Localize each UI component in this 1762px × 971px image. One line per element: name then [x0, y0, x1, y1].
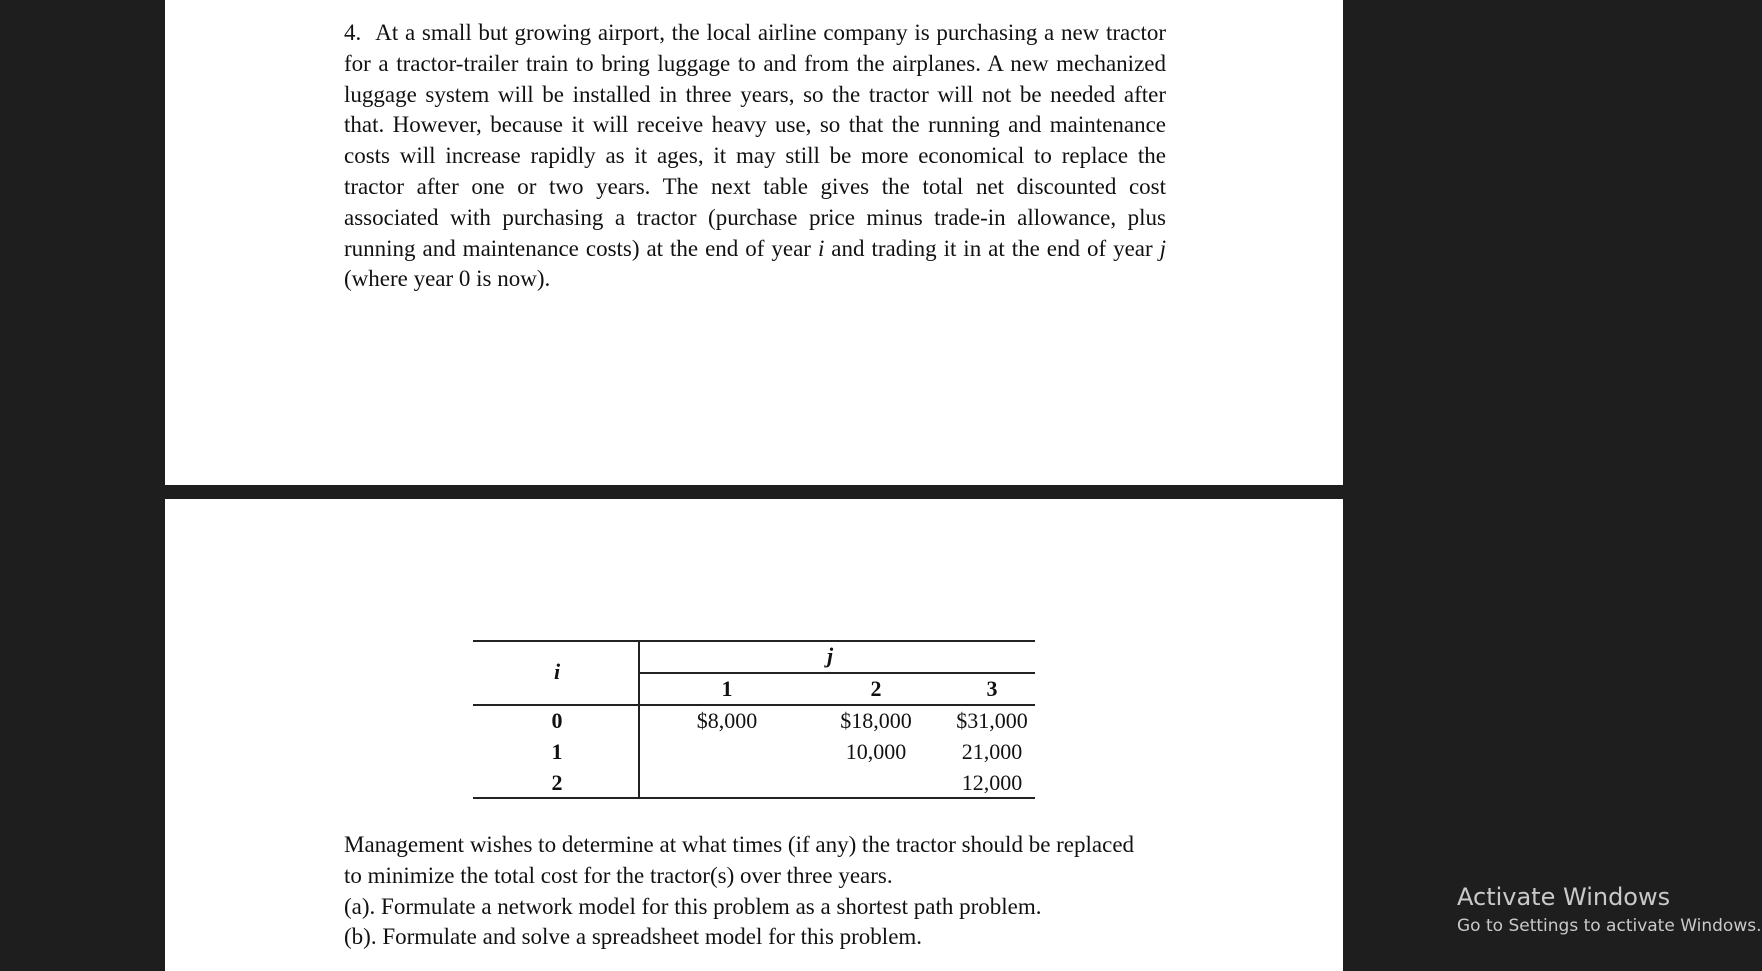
table-cell-1-2: 10,000	[845, 739, 907, 764]
problem-text-part-2: and trading it in at the end of year	[824, 235, 1160, 261]
table-top-rule	[473, 640, 1035, 642]
document-page-2	[165, 499, 1343, 971]
table-header-rule	[473, 704, 1035, 706]
table-cell-2-3: 12,000	[961, 770, 1023, 795]
document-page-1	[165, 0, 1343, 485]
closing-line-2: to minimize the total cost for the tractor(s) over three years.	[344, 862, 893, 888]
table-cell-0-2: $18,000	[840, 708, 912, 733]
row-label-2: 2	[551, 770, 563, 795]
problem-text-part-1: At a small but growing airport, the local airline company is purchasing a new tractor for a tractor-trailer train to bring luggage to and from the airplanes. A new mechanized luggage system will be installed in three years, so the tractor will not be needed after that. However, because it will receive heavy use, so that the running and maintenance costs will increase rapidly as it ages, it may still be more economical to replace the tractor after one or two years. The next table gives the total net discounted cost associated with purchasing a tractor (purchase price minus trade-in allowance, plus running and maintenance costs) at the end of year	[344, 20, 1166, 261]
col-header-j: j	[826, 643, 834, 668]
table-cell-1-3: 21,000	[961, 739, 1023, 764]
watermark-title: Activate Windows	[1457, 883, 1671, 911]
col-label-2: 2	[870, 676, 882, 701]
row-label-1: 1	[551, 739, 563, 764]
table-cell-0-3: $31,000	[956, 708, 1028, 733]
problem-number: 4.	[344, 20, 362, 45]
watermark-subtitle: Go to Settings to activate Windows.	[1457, 916, 1762, 936]
cost-table	[473, 640, 1035, 798]
table-subheader-rule	[638, 672, 1035, 674]
variable-i: i	[817, 235, 825, 261]
table-bottom-rule	[473, 797, 1035, 799]
closing-text	[344, 830, 1166, 953]
problem-text-part-3: (where year 0 is now).	[344, 266, 551, 292]
col-label-3: 3	[986, 676, 998, 701]
table-cell-0-1: $8,000	[696, 708, 758, 733]
problem-statement	[344, 18, 1166, 295]
row-header-i: i	[553, 659, 561, 684]
closing-line-1: Management wishes to determine at what times (if any) the tractor should be replaced	[344, 832, 1135, 857]
row-label-0: 0	[551, 708, 563, 733]
question-part-a: (a). Formulate a network model for this problem as a shortest path problem.	[344, 893, 1042, 919]
activate-windows-watermark	[1457, 882, 1762, 940]
table-divider	[638, 640, 640, 798]
col-label-1: 1	[721, 676, 733, 701]
question-part-b: (b). Formulate and solve a spreadsheet model for this problem.	[344, 924, 923, 950]
variable-j: j	[1159, 235, 1167, 261]
